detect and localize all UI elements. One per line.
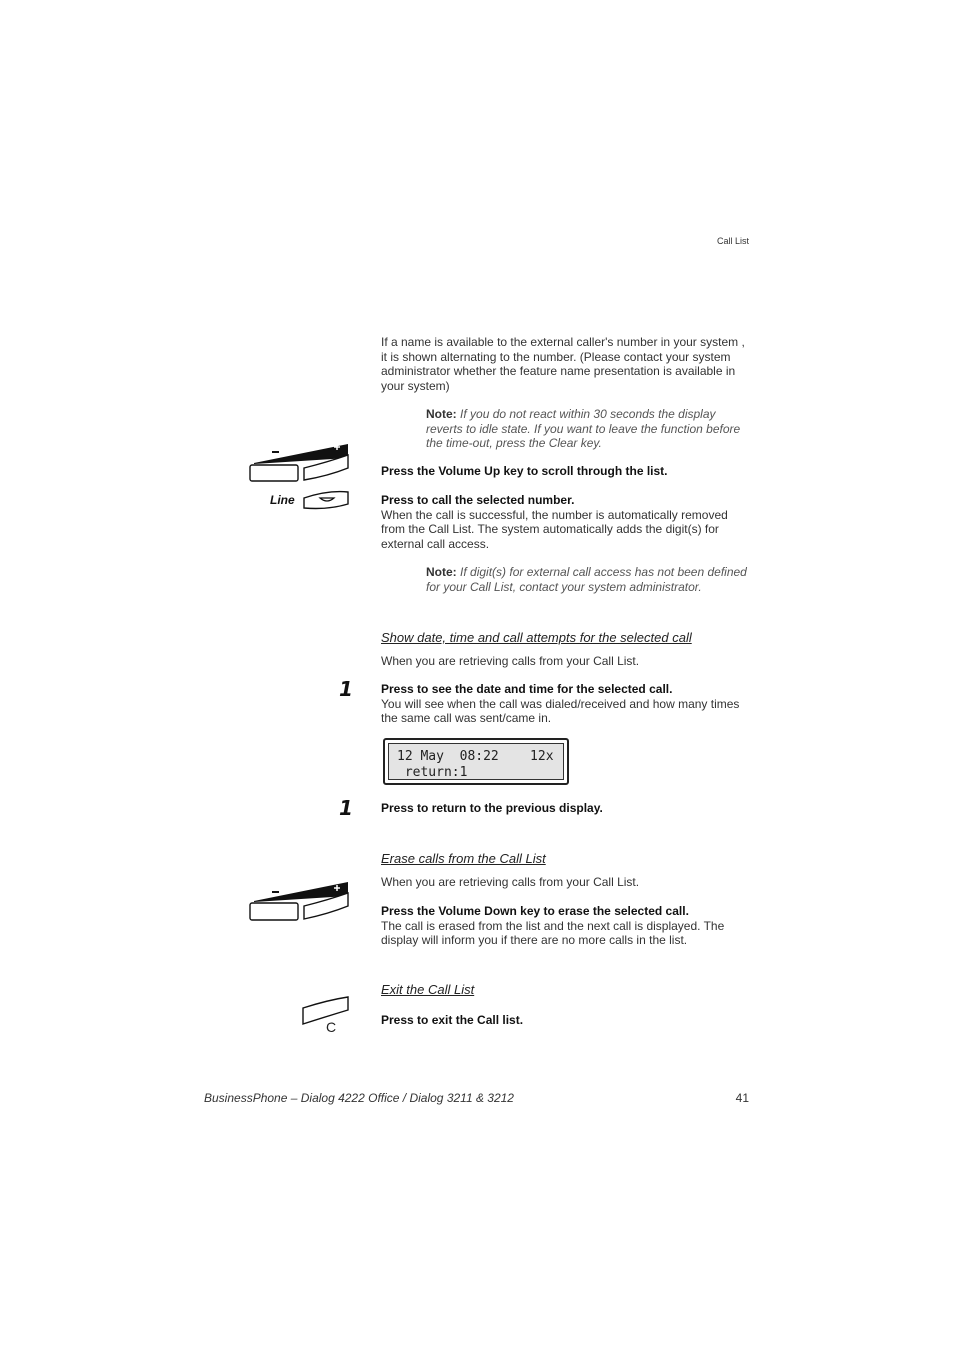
page-number: 41 — [735, 1091, 749, 1105]
footer-title: BusinessPhone – Dialog 4222 Office / Dialog 3211 & 3212 — [204, 1091, 514, 1105]
step-erase-bold: Press the Volume Down key to erase the selected call. — [381, 904, 689, 918]
step-erase — [381, 904, 751, 948]
step-volume-up: Press the Volume Up key to scroll through the list. — [381, 464, 668, 478]
section-erase-intro: When you are retrieving calls from your Call List. — [381, 875, 640, 889]
step-show-date — [381, 682, 751, 726]
step-erase-text: The call is erased from the list and the next call is displayed. The display will inform you if there are no more calls in the list. — [381, 918, 725, 947]
step-line — [381, 493, 751, 551]
digit-key-1: 1 — [339, 677, 353, 701]
note-text: If you do not react within 30 seconds the display reverts to idle state. If you want to leave the function before the time-out, press the Clear key. — [426, 407, 741, 450]
note-text: If digit(s) for external call access has not been defined for your Call List, contact your system administrator. — [426, 565, 747, 594]
line-key-icon — [302, 488, 352, 512]
display-line-1: 12 May 08:22 12x — [397, 749, 554, 764]
step-line-text: When the call is successful, the number is automatically removed from the Call List. The system automatically adds the digit(s) for external call access. — [381, 507, 728, 551]
step-line-bold: Press to call the selected number. — [381, 493, 575, 507]
section-heading-erase: Erase calls from the Call List — [381, 851, 546, 866]
clear-key-label: C — [326, 1019, 337, 1035]
section-heading-exit: Exit the Call List — [381, 982, 475, 997]
step-show-bold: Press to see the date and time for the selected call. — [381, 682, 673, 696]
step-exit: Press to exit the Call list. — [381, 1013, 524, 1027]
note-label: Note: — [426, 407, 457, 421]
step-return: Press to return to the previous display. — [381, 801, 603, 815]
section-show-intro: When you are retrieving calls from your Call List. — [381, 654, 640, 668]
volume-keys-icon — [248, 878, 352, 924]
section-heading-show: Show date, time and call attempts for the selected call — [381, 630, 692, 645]
intro-paragraph: If a name is available to the external caller's number in your system , it is shown alternating to the number. (Please contact your system administrator whether the feature name presentation is available in your system) — [381, 335, 745, 393]
volume-keys-icon — [248, 440, 352, 484]
phone-display — [383, 738, 569, 785]
display-screen — [388, 743, 564, 780]
note-label: Note: — [426, 565, 457, 579]
note-timeout — [426, 407, 752, 451]
running-header: Call List — [716, 236, 749, 246]
step-show-text: You will see when the call was dialed/received and how many times the same call was sent/came in. — [381, 696, 740, 725]
display-line-2: return:1 — [397, 765, 468, 780]
note-external-access — [426, 565, 752, 594]
line-key-label: Line — [270, 493, 295, 507]
digit-key-1-return: 1 — [339, 796, 353, 820]
